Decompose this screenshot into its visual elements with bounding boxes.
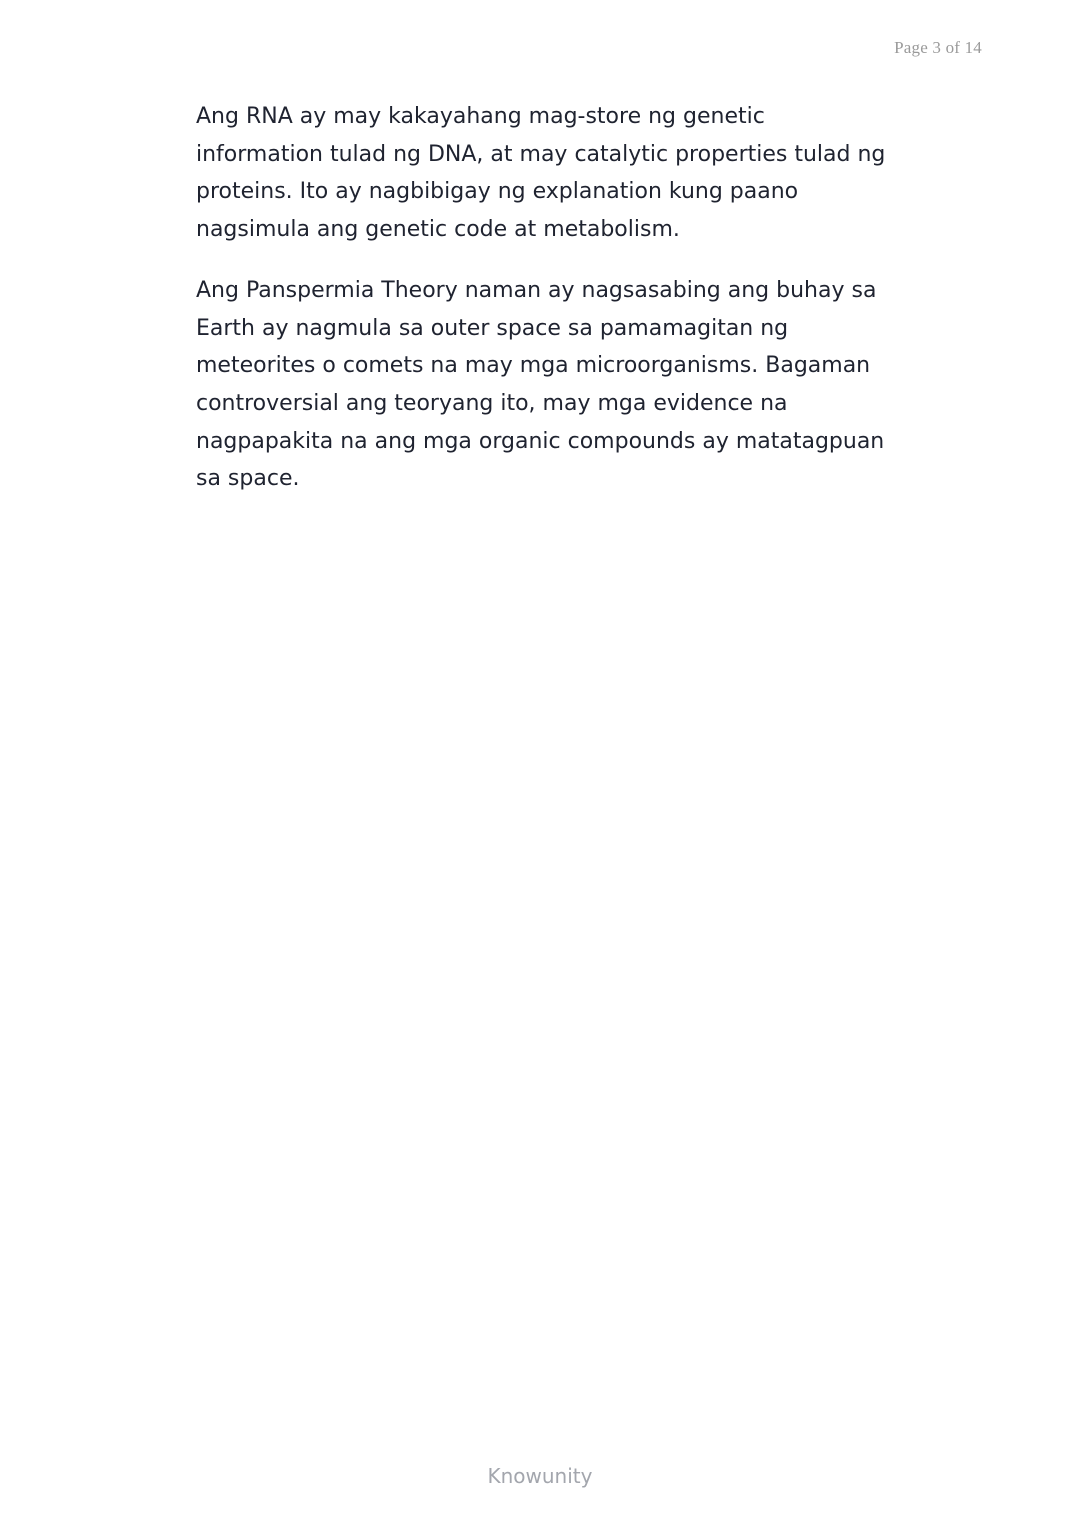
footer-brand: Knowunity xyxy=(487,1464,593,1488)
document-body xyxy=(196,98,896,521)
paragraph-rna: Ang RNA ay may kakayahang mag-store ng genetic information tulad ng DNA, at may catalytic properties tulad ng proteins. Ito ay nagbibigay ng explanation kung paano nagsimula ang genetic code at metabolism. xyxy=(196,104,886,243)
paragraph-panspermia: Ang Panspermia Theory naman ay nagsasabing ang buhay sa Earth ay nagmula sa outer space sa pamamagitan ng meteorites o comets na may mga microorganisms. Bagaman controversial ang teoryang ito, may mga evidence na nagpapakita na ang mga organic compounds ay matatagpuan sa space. xyxy=(196,277,885,492)
page-number: Page 3 of 14 xyxy=(894,38,982,57)
